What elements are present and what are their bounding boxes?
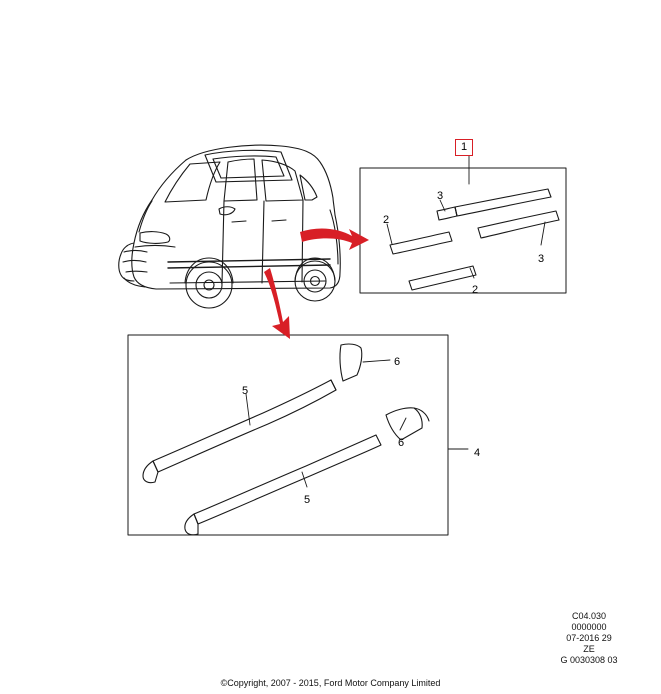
footer-code-line-5: G 0030308 03 xyxy=(560,655,618,665)
callout-6-bottom: 6 xyxy=(398,437,405,449)
footer-code-line-2: 0000000 xyxy=(571,622,607,632)
callout-3-right: 3 xyxy=(538,253,545,265)
footer-code-line-3: 07-2016 29 xyxy=(566,633,612,643)
callout-2-left: 2 xyxy=(383,214,390,226)
callout-1: 1 xyxy=(455,139,473,156)
car-illustration xyxy=(119,145,341,308)
upper-detail-panel xyxy=(360,168,566,293)
callout-5-bottom: 5 xyxy=(304,494,311,506)
footer-code-line-1: C04.030 xyxy=(571,611,607,621)
callout-5-top: 5 xyxy=(242,385,249,397)
copyright-notice: ©Copyright, 2007 - 2015, Ford Motor Company Limited xyxy=(220,678,441,688)
callout-6-top: 6 xyxy=(394,356,401,368)
footer-code-block xyxy=(529,611,649,666)
callout-4: 4 xyxy=(474,447,481,459)
footer-code-line-4: ZE xyxy=(583,644,595,654)
flow-arrows xyxy=(264,229,369,339)
callout-3-top: 3 xyxy=(437,190,444,202)
callout-2-bottom: 2 xyxy=(472,284,479,296)
